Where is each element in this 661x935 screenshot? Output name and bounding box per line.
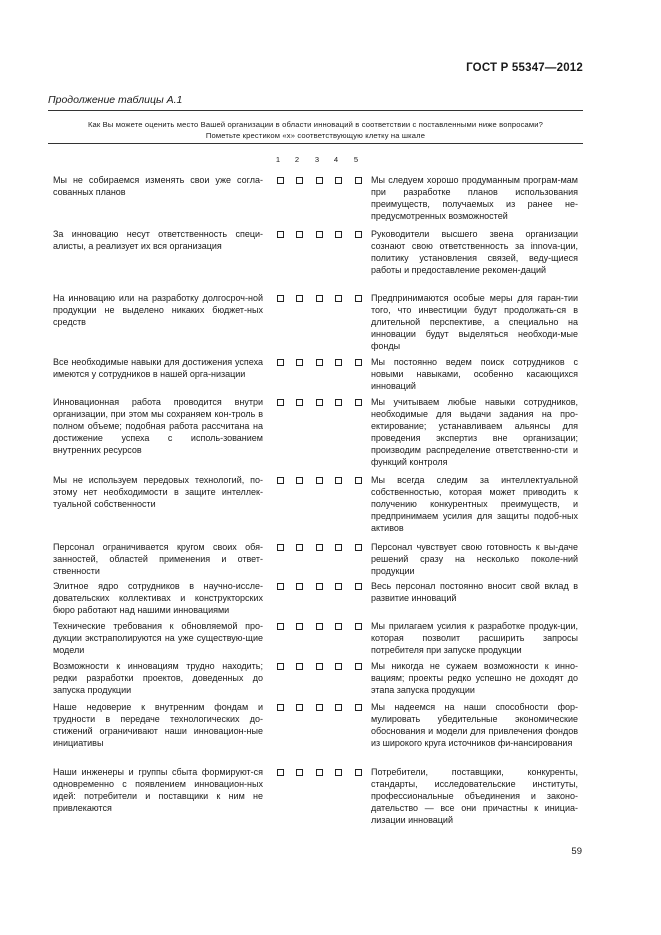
rating-checkbox-4[interactable] xyxy=(335,399,342,406)
rating-checkbox-3[interactable] xyxy=(316,623,323,630)
right-statement: Мы постоянно ведем поиск сотрудников с новыми навыками, особенно касающихся инноваций xyxy=(371,357,578,391)
rating-checkbox-2[interactable] xyxy=(296,359,303,366)
rating-checkbox-1[interactable] xyxy=(277,704,284,711)
rating-checkbox-group xyxy=(275,583,365,591)
rating-checkbox-3[interactable] xyxy=(316,399,323,406)
table-question xyxy=(48,119,583,141)
right-statement: Персонал чувствует свою готовность к вы-даче решений сразу на несколько поколе-ний продукции xyxy=(371,542,578,576)
right-statement: Мы следуем хорошо продуманным програм-мам при разработке планов использования преимуществ, получаемых из ранее не-предусмотренных возможностей xyxy=(371,175,578,221)
rating-checkbox-3[interactable] xyxy=(316,359,323,366)
rating-checkbox-2[interactable] xyxy=(296,623,303,630)
right-statement: Мы прилагаем усилия к разработке продук-ции, которая позволит расширить запросы потребителя при запуске продукции xyxy=(371,621,578,655)
rating-checkbox-group xyxy=(275,477,365,485)
rating-checkbox-group xyxy=(275,359,365,367)
rating-checkbox-2[interactable] xyxy=(296,177,303,184)
rating-checkbox-5[interactable] xyxy=(355,704,362,711)
rating-checkbox-1[interactable] xyxy=(277,623,284,630)
rating-checkbox-4[interactable] xyxy=(335,231,342,238)
rating-checkbox-3[interactable] xyxy=(316,231,323,238)
question-line-1: Как Вы можете оценить место Вашей организации в области инноваций в соответствии с поставленными ниже вопросами? xyxy=(87,120,544,129)
rating-checkbox-2[interactable] xyxy=(296,704,303,711)
rating-checkbox-4[interactable] xyxy=(335,477,342,484)
left-statement: На инновацию или на разработку долгосроч-ной продукции не выделено никаких бюджет-ных средств xyxy=(53,293,263,327)
scale-label-1: 1 xyxy=(275,155,281,164)
rating-checkbox-2[interactable] xyxy=(296,477,303,484)
rating-checkbox-3[interactable] xyxy=(316,477,323,484)
rating-checkbox-1[interactable] xyxy=(277,231,284,238)
rating-checkbox-2[interactable] xyxy=(296,231,303,238)
rating-checkbox-3[interactable] xyxy=(316,704,323,711)
rating-scale-header xyxy=(0,155,661,165)
rating-checkbox-4[interactable] xyxy=(335,704,342,711)
page-header xyxy=(0,62,661,78)
left-statement: Возможности к инновациям трудно находить; редки разработки проектов, доведенных до запуска продукции xyxy=(53,661,263,695)
left-statement: Мы не используем передовых технологий, по-этому нет необходимости в защите интеллек-туальной собственности xyxy=(53,475,263,509)
rating-checkbox-group xyxy=(275,177,365,185)
right-statement: Мы всегда следим за интеллектуальной собственностью, которая может приводить к получению конкурентных преимуществ, и предпринимаем усилия для защиты подоб-ных активов xyxy=(371,475,578,533)
rating-checkbox-group xyxy=(275,295,365,303)
left-statement: Персонал ограничивается кругом своих обя-занностей, областей применения и ответ-ственности xyxy=(53,542,263,576)
rating-checkbox-4[interactable] xyxy=(335,544,342,551)
rating-checkbox-1[interactable] xyxy=(277,663,284,670)
rating-checkbox-group xyxy=(275,663,365,671)
rating-checkbox-4[interactable] xyxy=(335,583,342,590)
rating-checkbox-5[interactable] xyxy=(355,295,362,302)
rating-checkbox-1[interactable] xyxy=(277,177,284,184)
left-statement: Инновационная работа проводится внутри организации, при этом мы сохраняем кон-троль в полном объеме; подобная работа рассчитана на достижение успеха с исполь-зованием внутренних ресурсов xyxy=(53,397,263,455)
rating-checkbox-5[interactable] xyxy=(355,544,362,551)
rating-checkbox-4[interactable] xyxy=(335,295,342,302)
left-statement: Наши инженеры и группы сбыта формируют-ся одновременно с появлением инновацион-ных идей: потребители и поставщики к ним не привлекаются xyxy=(53,767,263,813)
left-statement: За инновацию несут ответственность специ-алисты, а реализует их вся организация xyxy=(53,229,263,251)
rating-checkbox-5[interactable] xyxy=(355,663,362,670)
rating-checkbox-group xyxy=(275,704,365,712)
rating-checkbox-1[interactable] xyxy=(277,769,284,776)
rating-checkbox-2[interactable] xyxy=(296,769,303,776)
rating-checkbox-2[interactable] xyxy=(296,399,303,406)
rating-checkbox-group xyxy=(275,544,365,552)
rating-checkbox-5[interactable] xyxy=(355,399,362,406)
rating-checkbox-4[interactable] xyxy=(335,177,342,184)
rating-checkbox-1[interactable] xyxy=(277,477,284,484)
scale-label-4: 4 xyxy=(333,155,339,164)
right-statement: Мы учитываем любые навыки сотрудников, необходимые для выдачи задания на про-ектирование; устанавливаем альянсы для проведения экспертиз вне организации; производим распределение ответственно-сти и функций контроля xyxy=(371,397,578,467)
rating-checkbox-4[interactable] xyxy=(335,359,342,366)
rating-checkbox-3[interactable] xyxy=(316,583,323,590)
rating-checkbox-1[interactable] xyxy=(277,544,284,551)
table-continuation-caption: Продолжение таблицы А.1 xyxy=(48,94,183,106)
left-statement: Наше недоверие к внутренним фондам и трудности в передаче технологических до-стижений ограничивают наши инновацион-ные инициативы xyxy=(53,702,263,748)
rating-checkbox-5[interactable] xyxy=(355,177,362,184)
right-statement: Руководители высшего звена организации сознают свою ответственность за innova-ции, политику установления связей, веду-щиеся работы и предоставление рекомен-даций xyxy=(371,229,578,275)
rating-checkbox-1[interactable] xyxy=(277,583,284,590)
rating-checkbox-group xyxy=(275,623,365,631)
rating-checkbox-5[interactable] xyxy=(355,477,362,484)
rating-checkbox-1[interactable] xyxy=(277,359,284,366)
rating-checkbox-4[interactable] xyxy=(335,769,342,776)
question-line-2: Пометьте крестиком «х» соответствующую клетку на шкале xyxy=(205,131,426,140)
left-statement: Все необходимые навыки для достижения успеха имеются у сотрудников в нашей орга-низации xyxy=(53,357,263,379)
right-statement: Мы надеемся на наши способности фор-мулировать убедительные экономические обоснования и модели для привлечения фондов из широкого круга источников фи-нансирования xyxy=(371,702,578,748)
rating-checkbox-1[interactable] xyxy=(277,295,284,302)
rating-checkbox-3[interactable] xyxy=(316,177,323,184)
rating-checkbox-5[interactable] xyxy=(355,359,362,366)
rating-checkbox-5[interactable] xyxy=(355,623,362,630)
rating-checkbox-3[interactable] xyxy=(316,663,323,670)
rating-checkbox-3[interactable] xyxy=(316,295,323,302)
rating-checkbox-3[interactable] xyxy=(316,544,323,551)
rating-checkbox-2[interactable] xyxy=(296,295,303,302)
rating-checkbox-group xyxy=(275,231,365,239)
right-statement: Весь персонал постоянно вносит свой вклад в развитие инноваций xyxy=(371,581,578,603)
left-statement: Технические требования к обновляемой про-дукции экстраполируются на уже существую-щие модели xyxy=(53,621,263,655)
left-statement: Мы не собираемся изменять свои уже согла-сованных планов xyxy=(53,175,263,197)
right-statement: Мы никогда не сужаем возможности к инно-вациям; проекты редко успешно не доходят до этапа запуска продукции xyxy=(371,661,578,695)
page-number: 59 xyxy=(571,846,582,857)
rating-checkbox-5[interactable] xyxy=(355,583,362,590)
rating-checkbox-5[interactable] xyxy=(355,231,362,238)
rating-checkbox-4[interactable] xyxy=(335,623,342,630)
document-code: ГОСТ Р 55347—2012 xyxy=(466,62,583,74)
scale-label-3: 3 xyxy=(314,155,320,164)
right-statement: Предпринимаются особые меры для гаран-тии того, что инвестиции будут продолжать-ся в длительной перспективе, а специально на инновации будут выделяться необходи-мые фонды xyxy=(371,293,578,351)
left-statement: Элитное ядро сотрудников в научно-иссле-довательских коллективах и конструкторских бюро работают над нашими инновациями xyxy=(53,581,263,615)
rating-checkbox-2[interactable] xyxy=(296,583,303,590)
rating-checkbox-3[interactable] xyxy=(316,769,323,776)
scale-label-2: 2 xyxy=(294,155,300,164)
table-top-rule xyxy=(48,110,583,111)
scale-label-5: 5 xyxy=(353,155,359,164)
rating-checkbox-5[interactable] xyxy=(355,769,362,776)
right-statement: Потребители, поставщики, конкуренты, стандарты, исследовательские институты, профессиональные объединения и законо-дательство — все они причастны к инициа-лизации инноваций xyxy=(371,767,578,825)
rating-checkbox-2[interactable] xyxy=(296,663,303,670)
rating-checkbox-1[interactable] xyxy=(277,399,284,406)
rating-checkbox-group xyxy=(275,399,365,407)
rating-checkbox-2[interactable] xyxy=(296,544,303,551)
rating-checkbox-group xyxy=(275,769,365,777)
table-header-rule xyxy=(48,143,583,144)
rating-checkbox-4[interactable] xyxy=(335,663,342,670)
